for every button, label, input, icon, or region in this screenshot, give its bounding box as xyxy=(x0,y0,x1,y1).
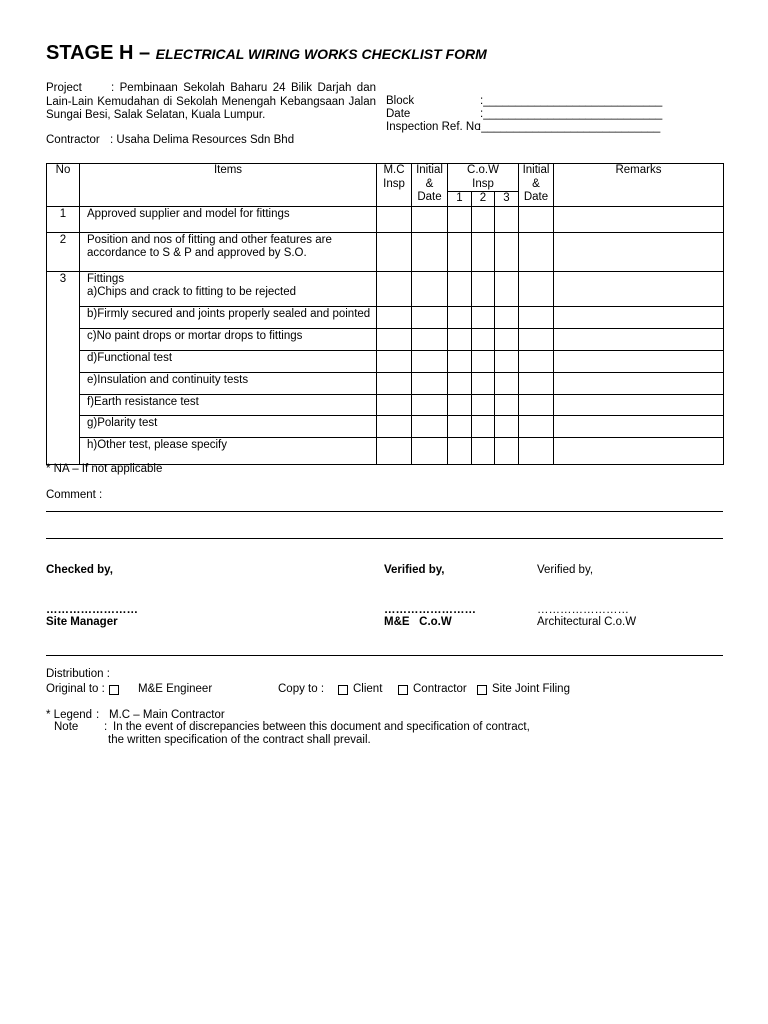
header-no: No xyxy=(47,164,80,207)
cell-initial[interactable] xyxy=(412,271,448,306)
note-label: Note xyxy=(54,721,79,733)
cell-initial[interactable] xyxy=(412,350,448,372)
row-no xyxy=(47,415,80,437)
cell-mc[interactable] xyxy=(377,437,412,464)
comment-line-2[interactable] xyxy=(46,538,723,539)
row-item: f)Earth resistance test xyxy=(80,394,377,415)
verified-by-signature-line-1[interactable]: …………………… xyxy=(384,604,476,616)
row-item: Position and nos of fitting and other features are accordance to S & P and approved by S.O. xyxy=(80,232,377,271)
stage-label: STAGE H xyxy=(46,42,134,64)
architectural-cow-role: Architectural C.o.W xyxy=(537,616,637,628)
cell-cow-3[interactable] xyxy=(495,394,519,415)
contractor-row xyxy=(46,134,295,148)
comment-label: Comment : xyxy=(46,489,103,501)
cell-cow-2[interactable] xyxy=(472,306,495,328)
site-joint-filing-checkbox[interactable] xyxy=(477,685,487,695)
cell-cow-2[interactable] xyxy=(472,437,495,464)
cell-remarks[interactable] xyxy=(554,394,724,415)
cell-cow-3[interactable] xyxy=(495,350,519,372)
cell-initial[interactable] xyxy=(412,306,448,328)
table-row xyxy=(47,372,724,394)
cell-remarks[interactable] xyxy=(554,437,724,464)
distribution-label: Distribution : xyxy=(46,668,110,680)
cell-initial-2[interactable] xyxy=(519,232,554,271)
table-row xyxy=(47,394,724,415)
cell-remarks[interactable] xyxy=(554,271,724,306)
legend-value: M.C – Main Contractor xyxy=(109,709,225,721)
cell-cow-3[interactable] xyxy=(495,372,519,394)
checked-by-heading: Checked by, xyxy=(46,564,113,576)
cell-cow-1[interactable] xyxy=(448,372,472,394)
cell-initial[interactable] xyxy=(412,415,448,437)
client-checkbox[interactable] xyxy=(338,685,348,695)
cell-remarks[interactable] xyxy=(554,206,724,232)
site-joint-filing-label: Site Joint Filing xyxy=(492,683,570,695)
cell-mc[interactable] xyxy=(377,232,412,271)
verified-by-heading-1: Verified by, xyxy=(384,564,445,576)
contractor-copy-label: Contractor xyxy=(413,683,467,695)
cell-cow-1[interactable] xyxy=(448,271,472,306)
row-item: b)Firmly secured and joints properly sealed and pointed xyxy=(80,306,377,328)
table-row xyxy=(47,328,724,350)
row-item: Approved supplier and model for fittings xyxy=(80,206,377,232)
project-value: : Pembinaan Sekolah Baharu 24 Bilik Darjah dan Lain-Lain Kemudahan di Sekolah Menengah Kebangsaan Jalan Sungai Besi, Salak Selatan, Kuala Lumpur. xyxy=(46,82,376,121)
cell-cow-3[interactable] xyxy=(495,306,519,328)
row-no: 1 xyxy=(47,206,80,232)
row-item xyxy=(80,271,377,306)
fittings-sub-a: a)Chips and crack to fitting to be rejected xyxy=(87,286,297,298)
cell-mc[interactable] xyxy=(377,206,412,232)
row-no xyxy=(47,394,80,415)
cell-mc[interactable] xyxy=(377,394,412,415)
cell-initial-2[interactable] xyxy=(519,350,554,372)
contractor-checkbox[interactable] xyxy=(398,685,408,695)
cell-cow-1[interactable] xyxy=(448,415,472,437)
cell-cow-1[interactable] xyxy=(448,206,472,232)
cell-initial[interactable] xyxy=(412,328,448,350)
note-line-1: In the event of discrepancies between this document and specification of contract, xyxy=(113,721,530,733)
row-no xyxy=(47,306,80,328)
cell-initial[interactable] xyxy=(412,206,448,232)
cell-cow-2[interactable] xyxy=(472,271,495,306)
cell-mc[interactable] xyxy=(377,415,412,437)
na-note: * NA – If not applicable xyxy=(46,463,163,475)
row-item: d)Functional test xyxy=(80,350,377,372)
cell-cow-3[interactable] xyxy=(495,232,519,271)
header-cow-3: 3 xyxy=(495,192,519,207)
inspection-ref-field[interactable]: :____________________________ xyxy=(478,121,661,133)
legend-label: * Legend xyxy=(46,709,93,721)
cell-remarks[interactable] xyxy=(554,350,724,372)
me-cow-role: M&E C.o.W xyxy=(384,616,452,628)
block-field[interactable]: :____________________________ xyxy=(480,95,663,107)
cell-remarks[interactable] xyxy=(554,306,724,328)
cell-mc[interactable] xyxy=(377,350,412,372)
cell-remarks[interactable] xyxy=(554,372,724,394)
table-row xyxy=(47,437,724,464)
row-no xyxy=(47,350,80,372)
cell-initial-2[interactable] xyxy=(519,271,554,306)
table-row xyxy=(47,232,724,271)
cell-initial[interactable] xyxy=(412,437,448,464)
header-initial-date-2: Initial & Date xyxy=(519,164,554,207)
cell-cow-2[interactable] xyxy=(472,350,495,372)
cell-initial-2[interactable] xyxy=(519,372,554,394)
me-engineer-checkbox[interactable] xyxy=(109,685,119,695)
header-cow-insp: C.o.W Insp xyxy=(448,164,519,192)
cell-remarks[interactable] xyxy=(554,328,724,350)
cell-cow-3[interactable] xyxy=(495,415,519,437)
me-engineer-label: M&E Engineer xyxy=(138,683,213,695)
row-item: h)Other test, please specify xyxy=(80,437,377,464)
cell-initial-2[interactable] xyxy=(519,306,554,328)
cell-cow-1[interactable] xyxy=(448,328,472,350)
legend-separator: : xyxy=(96,709,100,721)
row-item: g)Polarity test xyxy=(80,415,377,437)
row-no: 3 xyxy=(47,271,80,306)
section-divider xyxy=(46,655,723,656)
cell-remarks[interactable] xyxy=(554,232,724,271)
header-items: Items xyxy=(80,164,377,207)
form-subtitle: ELECTRICAL WIRING WORKS CHECKLIST FORM xyxy=(155,46,487,62)
cell-mc[interactable] xyxy=(377,306,412,328)
cell-initial-2[interactable] xyxy=(519,394,554,415)
cell-cow-2[interactable] xyxy=(472,372,495,394)
row-no: 2 xyxy=(47,232,80,271)
cell-cow-1[interactable] xyxy=(448,306,472,328)
header-remarks: Remarks xyxy=(554,164,724,207)
project-label: Project xyxy=(46,82,82,94)
cell-mc[interactable] xyxy=(377,328,412,350)
cell-cow-1[interactable] xyxy=(448,437,472,464)
contractor-label: Contractor xyxy=(46,134,100,146)
header-cow-1: 1 xyxy=(448,192,472,207)
row-no xyxy=(47,372,80,394)
table-row xyxy=(47,271,724,306)
cell-initial-2[interactable] xyxy=(519,437,554,464)
cell-mc[interactable] xyxy=(377,271,412,306)
checked-by-signature-line[interactable]: …………………… xyxy=(46,604,138,616)
table-row xyxy=(47,306,724,328)
cell-cow-2[interactable] xyxy=(472,232,495,271)
date-label: Date xyxy=(386,108,411,120)
cell-initial-2[interactable] xyxy=(519,328,554,350)
note-line-2: the written specification of the contract shall prevail. xyxy=(108,734,371,746)
contractor-value: : Usaha Delima Resources Sdn Bhd xyxy=(110,134,295,146)
table-row xyxy=(47,206,724,232)
comment-line-1[interactable] xyxy=(46,511,723,512)
cell-cow-3[interactable] xyxy=(495,271,519,306)
inspection-ref-label: Inspection Ref. No xyxy=(386,121,481,133)
cell-initial[interactable] xyxy=(412,394,448,415)
verified-by-signature-line-2[interactable]: …………………… xyxy=(537,604,629,616)
cell-initial-2[interactable] xyxy=(519,415,554,437)
cell-cow-1[interactable] xyxy=(448,350,472,372)
row-no xyxy=(47,328,80,350)
row-item: c)No paint drops or mortar drops to fittings xyxy=(80,328,377,350)
client-label: Client xyxy=(353,683,383,695)
copy-to-label: Copy to : xyxy=(278,683,325,695)
table-row xyxy=(47,415,724,437)
row-item: e)Insulation and continuity tests xyxy=(80,372,377,394)
cell-initial[interactable] xyxy=(412,232,448,271)
cell-initial-2[interactable] xyxy=(519,206,554,232)
cell-mc[interactable] xyxy=(377,372,412,394)
verified-by-heading-2: Verified by, xyxy=(537,564,594,576)
header-mc-insp: M.C Insp xyxy=(377,164,412,207)
cell-cow-2[interactable] xyxy=(472,394,495,415)
cell-cow-3[interactable] xyxy=(495,328,519,350)
cell-cow-2[interactable] xyxy=(472,206,495,232)
cell-cow-1[interactable] xyxy=(448,394,472,415)
row-no xyxy=(47,437,80,464)
cell-remarks[interactable] xyxy=(554,415,724,437)
header-cow-2: 2 xyxy=(472,192,495,207)
fittings-heading: Fittings xyxy=(87,272,125,285)
note-separator: : xyxy=(104,721,108,733)
cell-cow-1[interactable] xyxy=(448,232,472,271)
checklist-table xyxy=(46,163,724,465)
cell-cow-3[interactable] xyxy=(495,206,519,232)
cell-cow-2[interactable] xyxy=(472,328,495,350)
cell-cow-3[interactable] xyxy=(495,437,519,464)
block-label: Block xyxy=(386,95,415,107)
cell-cow-2[interactable] xyxy=(472,415,495,437)
header-initial-date: Initial & Date xyxy=(412,164,448,207)
cell-initial[interactable] xyxy=(412,372,448,394)
date-field[interactable]: :____________________________ xyxy=(480,108,663,120)
original-to-label: Original to : xyxy=(46,683,105,695)
title-dash: – xyxy=(133,42,156,64)
table-row xyxy=(47,350,724,372)
form-title xyxy=(46,42,487,65)
site-manager-role: Site Manager xyxy=(46,616,118,628)
